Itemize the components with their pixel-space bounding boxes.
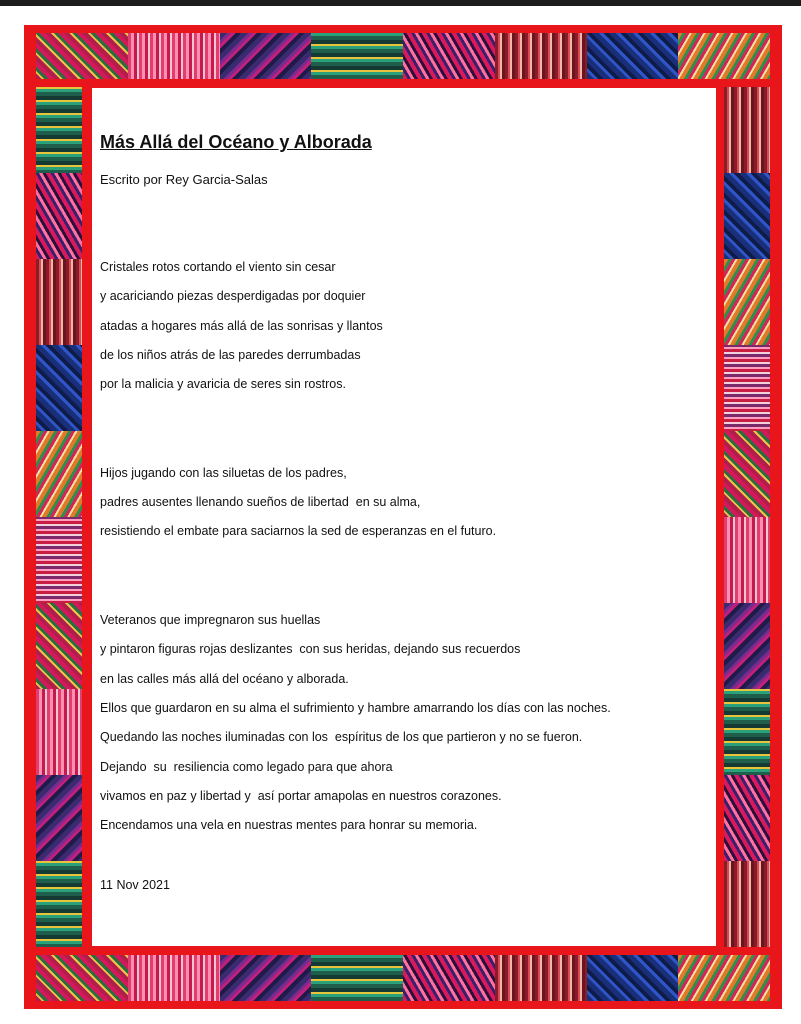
textile-patch bbox=[36, 689, 82, 776]
textile-patch bbox=[495, 33, 588, 79]
textile-patch bbox=[220, 33, 313, 79]
textile-patch bbox=[311, 33, 404, 79]
textile-patch bbox=[724, 173, 770, 260]
poem-line: Veteranos que impregnaron sus huellas bbox=[100, 613, 321, 627]
textile-patch bbox=[678, 955, 770, 1001]
poem-line: de los niños atrás de las paredes derrumbadas bbox=[100, 348, 361, 362]
textile-patch bbox=[311, 955, 404, 1001]
textile-patch bbox=[724, 603, 770, 690]
textile-patch bbox=[724, 689, 770, 776]
poem-line: Dejando su resiliencia como legado para que ahora bbox=[100, 760, 393, 774]
textile-patch bbox=[724, 775, 770, 862]
textile-patch bbox=[36, 775, 82, 862]
poem-line: Hijos jugando con las siluetas de los padres, bbox=[100, 466, 347, 480]
textile-patch bbox=[587, 33, 680, 79]
poem-line: vivamos en paz y libertad y así portar amapolas en nuestros corazones. bbox=[100, 789, 502, 803]
textile-patch bbox=[36, 33, 129, 79]
poem-line: Cristales rotos cortando el viento sin cesar bbox=[100, 260, 336, 274]
poem-line: y acariciando piezas desperdigadas por doquier bbox=[100, 289, 366, 303]
poem-line: resistiendo el embate para saciarnos la sed de esperanzas en el futuro. bbox=[100, 524, 497, 538]
textile-patch bbox=[36, 259, 82, 346]
textile-patch bbox=[403, 955, 496, 1001]
textile-patch bbox=[220, 955, 313, 1001]
textile-patch bbox=[724, 87, 770, 174]
top-bar bbox=[0, 0, 801, 6]
poem-date: 11 Nov 2021 bbox=[100, 878, 170, 892]
poem-author: Escrito por Rey Garcia-Salas bbox=[100, 172, 268, 187]
frame-strip-bottom bbox=[36, 955, 770, 1001]
textile-patch bbox=[36, 955, 129, 1001]
textile-patch bbox=[128, 33, 221, 79]
poem-title: Más Allá del Océano y Alborada bbox=[100, 132, 372, 152]
textile-patch bbox=[36, 603, 82, 690]
poem-line: atadas a hogares más allá de las sonrisas y llantos bbox=[100, 319, 383, 333]
textile-patch bbox=[724, 345, 770, 432]
frame-strip-left bbox=[36, 87, 82, 947]
textile-patch bbox=[36, 861, 82, 947]
poem-line: padres ausentes llenando sueños de libertad en su alma, bbox=[100, 495, 421, 509]
textile-patch bbox=[495, 955, 588, 1001]
textile-patch bbox=[128, 955, 221, 1001]
textile-patch bbox=[724, 259, 770, 346]
poem-line: en las calles más allá del océano y alborada. bbox=[100, 672, 349, 686]
frame-strip-right bbox=[724, 87, 770, 947]
textile-patch bbox=[724, 861, 770, 947]
textile-patch bbox=[587, 955, 680, 1001]
textile-patch bbox=[678, 33, 770, 79]
textile-patch bbox=[403, 33, 496, 79]
poem-line: Quedando las noches iluminadas con los espíritus de los que partieron y no se fueron. bbox=[100, 730, 583, 744]
poem-line: por la malicia y avaricia de seres sin rostros. bbox=[100, 377, 346, 391]
textile-patch bbox=[36, 517, 82, 604]
poem-page bbox=[92, 88, 716, 946]
textile-patch bbox=[724, 431, 770, 518]
textile-patch bbox=[36, 345, 82, 432]
textile-patch bbox=[36, 87, 82, 174]
textile-patch bbox=[724, 517, 770, 604]
poem-line: Ellos que guardaron en su alma el sufrimiento y hambre amarrando los días con las noches. bbox=[100, 701, 611, 715]
textile-patch bbox=[36, 173, 82, 260]
poem-line: Encendamos una vela en nuestras mentes para honrar su memoria. bbox=[100, 818, 478, 832]
poem-line: y pintaron figuras rojas deslizantes con sus heridas, dejando sus recuerdos bbox=[100, 642, 521, 656]
frame-strip-top bbox=[36, 33, 770, 79]
textile-patch bbox=[36, 431, 82, 518]
